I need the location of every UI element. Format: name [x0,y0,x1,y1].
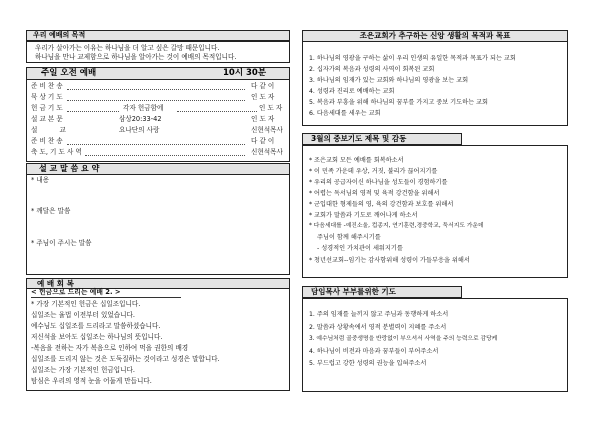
prayer-item: * 조은교회 모든 예배를 회복하소서 [309,157,404,164]
worship-title: 주일 오전 예배 [41,68,97,79]
review-subtitle-rule [31,297,181,298]
sermon-notes-box [26,175,290,275]
worship-row [27,137,291,148]
worship-row [27,104,291,115]
prayer-item: * 이 민족 가운데 우상, 거짓, 불리가 끊어지기를 [309,168,438,175]
review-line: 예수님도 십일조를 드리라고 말씀하셨습니다. [31,322,161,330]
pastor-box [302,298,568,392]
worship-row [27,93,291,104]
goal-item: 1. 하나님의 영광을 구하는 삶이 우리 인생의 유일한 목적과 목표가 되는 교회 [309,55,516,62]
prayer-item: * 청년선교회--임기는 감사함위해 성령이 가들부응을 위해서 [309,257,470,264]
prayer-item: * 군입대한 형제들의 영, 육의 강건함과 보호를 위해서 [309,201,454,208]
goal-item: 3. 하나님의 임재가 있는 교회와 하나님의 영광을 보는 교회 [309,77,469,84]
worship-order [26,80,290,162]
purpose-line: 우리가 살아가는 이유는 하나님을 더 알고 싶은 갈망 때문입니다. [35,44,220,52]
sermon-item: * 내용 [31,176,50,184]
worship-row-right: 인 도 자 [259,104,283,112]
pastor-heading [302,286,462,298]
review-line: -복음을 전하는 자가 복음으로 인하여 먹을 권한의 배경 [31,344,189,352]
sermon-heading [26,163,290,175]
pastor-title: 담임목사 부부를위한 기도 [311,287,396,297]
prayer-item: * 어렵는 독서님의 영적 및 육적 강건함을 위해서 [309,190,440,197]
worship-row-leader [85,155,245,156]
prayer-box [302,145,568,278]
worship-row-middle: 요나단의 사랑 [119,126,160,134]
review-line: 탐심은 우리의 영적 눈을 어둡게 만듭니다. [31,377,152,385]
review-subtitle: < 헌금으로 드리는 예배 2. > [31,288,121,296]
sermon-item: * 깨달은 말씀 [31,207,71,215]
worship-row-right: 다 같 이 [251,137,275,145]
prayer-item: * 다음세대를 -예진소울, 컵종지, 연기훈련,경중학교, 둑서지도 가운데 [309,223,484,229]
worship-heading [26,67,290,80]
review-line: 십일조는 가장 기본적인 헌금입니다. [31,366,135,374]
worship-row [27,126,291,137]
goal-item: 2. 십자가의 복음과 성령의 사역이 회복된 교회 [309,66,435,73]
pastor-item: 4. 하나님이 비전과 마음과 꿈부들이 부어주소서 [309,348,439,355]
prayer-item: - 성경적인 가치관이 세워지기를 [317,245,403,252]
pastor-item: 2. 말씀과 상황속에서 영적 분별력이 지혜를 주소서 [309,324,447,331]
sermon-title: 설 교 말 씀 요 약 [39,164,100,173]
purpose-title: 우리 예배의 목적 [33,31,86,40]
pastor-item: 1. 주의 임재를 늘끼지 않고 주님과 동행하게 하소서 [309,311,449,318]
prayer-item: 주님이 함께 해주시기를 [317,234,381,241]
worship-row-label: 준 비 찬 송 [31,82,63,90]
worship-row-right: 인 도 자 [251,115,275,123]
worship-row-leader [67,89,245,90]
prayer-title: 3월의 중보기도 제목 및 감동 [311,134,407,144]
worship-row-right: 다 같 이 [251,82,275,90]
worship-row-label: 준 비 찬 송 [31,137,63,145]
worship-row-right: 인 도 자 [251,93,275,101]
review-title: 예 배 회 복 [37,278,74,288]
prayer-item: * 교회가 말씀과 기도로 깨어나게 하소서 [309,212,418,219]
worship-row-label: 설 교 본 문 [31,115,63,123]
purpose-box [26,41,290,63]
review-box [26,289,290,391]
worship-time: 10시 30분 [223,68,267,79]
pastor-item: 3. 예수님처럼 골중생명을 반랑없이 부으셔서 사역을 주의 능력으로 감당케 [309,336,498,342]
worship-row-leader [177,111,257,112]
worship-row-label: 헌 금 기 도 [31,104,63,112]
worship-row-leader [67,111,119,112]
worship-row-right: 신현석목사 [251,148,283,156]
worship-row-label: 축 도, 기 도 사 역 [31,148,82,156]
worship-row-label: 묵 상 기 도 [31,93,63,101]
pastor-item: 5. 부드럽고 강한 성령의 권능을 입혀주소서 [309,360,427,367]
worship-row-right: 신현석목사 [251,126,283,134]
purpose-heading [26,30,290,41]
review-line: 십일조를 드리지 않는 것은 도둑질하는 것이라고 성경은 말합니다. [31,355,220,363]
worship-row-middle: 각자 헌금함에 [123,104,164,112]
worship-row-leader [67,100,245,101]
worship-row [27,82,291,93]
goal-item: 4. 성령과 진리로 예배하는 교회 [309,88,395,95]
goals-title: 조은교회가 추구하는 신앙 생활의 목적과 목표 [359,31,511,41]
prayer-heading [302,133,462,145]
goals-box [302,42,568,126]
goal-item: 5. 복음과 부흥을 위해 하나님의 꿈부를 가지고 중보 기도하는 교회 [309,99,489,106]
worship-row-label: 설 교 [31,126,76,134]
worship-row-middle: 삼상20:33-42 [119,115,162,123]
prayer-item: * 우리의 공급자이신 하나님을 성도들이 경험하기를 [309,179,448,186]
purpose-line: 하나님을 만나 교제함으로 하나님을 알아가는 것이 예배의 목적입니다. [35,53,237,61]
review-line: * 가장 기본적인 헌금은 십일조입니다. [31,300,141,308]
worship-row [27,148,291,159]
worship-row-leader [67,144,245,145]
review-line: 저신석을 보아도 십일조는 하나님의 뜻입니다. [31,333,163,341]
goals-heading [302,30,568,42]
worship-row [27,115,291,126]
goal-item: 6. 다음세대를 세우는 교회 [309,110,381,117]
sermon-item: * 주님이 주시는 말씀 [31,239,92,247]
review-line: 십일조는 율법 이전부터 있었습니다. [31,311,135,319]
